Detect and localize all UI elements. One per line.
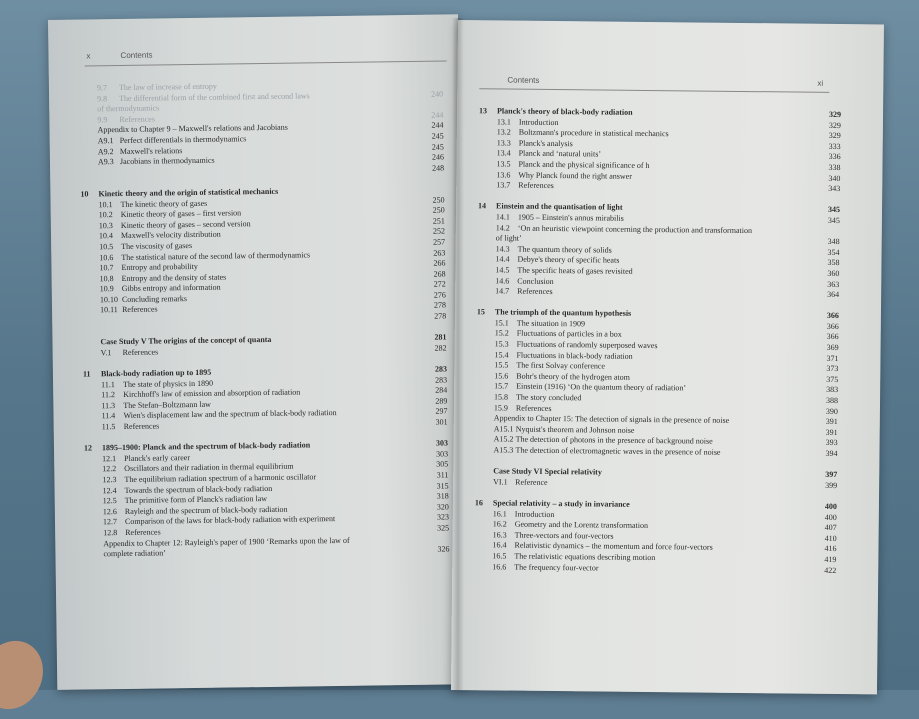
- toc-page-number: 394: [825, 448, 838, 458]
- toc-page-number: 323: [436, 512, 450, 522]
- toc-section-title: Entropy and the density of states: [121, 272, 227, 283]
- toc-section-title: The story concluded: [516, 392, 582, 403]
- toc-section-number: A9.1: [97, 136, 114, 146]
- toc-section-title: Introduction: [518, 117, 559, 127]
- toc-section-title: ‘On an heuristic viewpoint concerning the production and transformation: [517, 223, 753, 235]
- toc-section-title: References: [517, 286, 553, 297]
- toc-page-number: 373: [826, 364, 839, 374]
- toc-section-title: complete radiation’: [103, 548, 166, 559]
- book-gutter: [452, 18, 464, 690]
- toc-section-title: Appendix to Chapter 9 – Maxwell's relations and Jacobians: [97, 123, 288, 135]
- toc-page-number: 388: [825, 395, 839, 406]
- toc-section-title: Planck's early career: [124, 452, 191, 463]
- toc-page-number: 318: [436, 491, 449, 501]
- toc-section-number: 15.3: [494, 339, 509, 349]
- toc-page-number: 364: [827, 289, 840, 300]
- toc-page-number: 371: [826, 353, 839, 363]
- toc-section-number: 10.2: [98, 210, 113, 220]
- toc-page-number: 329: [828, 120, 841, 130]
- toc-section-number: 10: [80, 189, 89, 199]
- toc-page-number: 283: [434, 364, 447, 374]
- toc-section-number: 12: [83, 443, 93, 453]
- toc-section-title: Why Planck found the right answer: [518, 170, 632, 181]
- toc-section-number: 15.2: [494, 328, 509, 339]
- toc-page-number: 363: [827, 279, 840, 289]
- toc-section-title: The frequency four-vector: [514, 562, 599, 573]
- toc-section-number: A9.3: [97, 157, 114, 167]
- right-header-rule: [479, 88, 829, 93]
- toc-page-number: 400: [824, 512, 837, 522]
- toc-page-number: 248: [432, 163, 445, 173]
- toc-section-title: Rayleigh and the spectrum of black-body radiation: [124, 504, 288, 516]
- toc-section-title: References: [122, 347, 159, 357]
- toc-page-number: 257: [433, 237, 446, 247]
- toc-section-number: 15.5: [494, 360, 509, 370]
- toc-section-title: Planck and ‘natural units’: [518, 149, 602, 159]
- toc-page-number: 244: [431, 120, 444, 131]
- toc-page-number: 329: [828, 109, 842, 120]
- toc-section-title: 1895–1900: Planck and the spectrum of black-body radiation: [101, 440, 311, 453]
- toc-page-number: 345: [827, 205, 841, 215]
- toc-page-number: 354: [827, 247, 840, 257]
- toc-section-number: 15.8: [494, 392, 509, 402]
- toc-page-number: 390: [825, 406, 838, 416]
- toc-page-number: 320: [436, 502, 449, 512]
- toc-section-title: References: [515, 403, 552, 413]
- toc-section-number: 11.4: [101, 411, 116, 421]
- toc-section-number: 14.1: [495, 212, 510, 222]
- toc-section-number: 10.8: [99, 273, 114, 283]
- toc-section-number: 12.5: [102, 496, 117, 506]
- toc-section-number: 12.1: [102, 453, 117, 464]
- toc-page-number: 251: [432, 216, 445, 226]
- toc-page-number: 366: [826, 332, 839, 342]
- right-page: [451, 20, 884, 694]
- toc-section-title: Jacobians in thermodynamics: [119, 155, 215, 167]
- toc-section-title: Wien's displacement law and the spectrum of black-body radiation: [123, 408, 337, 421]
- toc-section-number: 15.1: [494, 318, 509, 328]
- toc-page-number: 276: [433, 290, 446, 300]
- toc-section-number: 12.6: [102, 506, 117, 517]
- toc-page-number: 311: [436, 470, 449, 480]
- toc-page-number: 329: [828, 131, 841, 141]
- toc-section-number: V.1: [100, 347, 112, 358]
- toc-section-number: VI.1: [493, 477, 508, 487]
- toc-page-number: 326: [437, 544, 450, 554]
- toc-section-title: The quantum theory of solids: [517, 244, 612, 255]
- toc-page-number: 410: [824, 533, 837, 543]
- toc-section-title: The law of increase of entropy: [118, 81, 217, 93]
- toc-section-number: 11.3: [101, 400, 116, 411]
- toc-section-number: 14.4: [495, 254, 510, 264]
- toc-section-title: of light’: [495, 233, 522, 243]
- toc-section-number: 13.6: [496, 169, 511, 180]
- toc-section-title: Relativistic dynamics – the momentum and force four-vectors: [514, 540, 713, 553]
- toc-section-title: References: [119, 114, 155, 124]
- toc-section-title: Maxwell's relations: [119, 145, 183, 156]
- toc-page-number: 399: [825, 480, 838, 490]
- toc-section-title: Fluctuations of randomly superposed waves: [516, 339, 658, 351]
- toc-section-number: 16.3: [492, 530, 507, 540]
- toc-page-number: 422: [824, 565, 837, 575]
- toc-page-number: 289: [435, 396, 448, 406]
- toc-section-number: 10.3: [98, 220, 113, 231]
- toc-section-title: Einstein (1916) ‘On the quantum theory of radiation’: [516, 382, 687, 393]
- toc-page-number: 348: [827, 237, 840, 247]
- toc-section-title: of thermodynamics: [97, 103, 160, 114]
- toc-section-number: 10.5: [99, 242, 114, 252]
- toc-section-number: A15.1: [493, 424, 514, 434]
- toc-section-number: 13.3: [496, 138, 511, 148]
- toc-page-number: 240: [431, 89, 444, 99]
- toc-section-number: 12.3: [102, 475, 117, 485]
- toc-section-title: The Stefan–Boltzmann law: [123, 399, 211, 410]
- toc-section-title: The detection of photons in the presence of background noise: [515, 435, 713, 447]
- toc-page-number: 266: [433, 258, 446, 268]
- toc-page-number: 333: [828, 141, 841, 151]
- toc-section-number: 10.11: [99, 305, 118, 315]
- toc-section-title: Kinetic theory of gases – first version: [120, 208, 242, 220]
- toc-page-number: 366: [826, 321, 839, 331]
- toc-section-title: Towards the spectrum of black-body radiation: [124, 483, 273, 495]
- toc-section-number: 15: [476, 307, 485, 317]
- toc-section-number: 16.2: [492, 519, 507, 529]
- toc-page-number: 338: [828, 162, 841, 172]
- left-page: [48, 14, 467, 690]
- right-toc: [474, 106, 841, 576]
- toc-section-number: 11: [82, 369, 91, 379]
- toc-section-number: 13.5: [496, 159, 511, 169]
- toc-page-number: 250: [432, 195, 445, 205]
- toc-section-title: Black-body radiation up to 1895: [100, 367, 212, 379]
- left-running-head: Contents: [120, 50, 153, 60]
- toc-section-number: 11.2: [101, 390, 116, 400]
- toc-page-number: 263: [433, 247, 446, 258]
- toc-section-title: Conclusion: [517, 276, 554, 286]
- toc-section-title: Boltzmann's procedure in statistical mechanics: [518, 127, 669, 139]
- toc-section-title: Oscillators and their radiation in thermal equilibrium: [124, 461, 294, 474]
- toc-section-title: Debye's theory of specific heats: [517, 254, 620, 266]
- toc-page-number: 416: [824, 544, 837, 554]
- toc-page-number: 397: [825, 470, 838, 480]
- left-header-rule: [85, 60, 447, 66]
- toc-section-number: 15.4: [494, 350, 509, 360]
- toc-section-title: Fluctuations of particles in a box: [516, 329, 622, 340]
- toc-section-number: 15.7: [494, 381, 509, 391]
- toc-section-title: The specific heats of gases revisited: [517, 265, 633, 276]
- toc-page-number: 360: [827, 268, 840, 278]
- left-page-number: x: [86, 51, 91, 61]
- toc-section-number: 16.6: [492, 561, 507, 572]
- toc-page-number: 250: [432, 205, 445, 215]
- toc-page-number: 278: [433, 300, 447, 311]
- toc-section-title: Einstein and the quantisation of light: [496, 201, 623, 213]
- toc-section-title: Kirchhoff's law of emission and absorption of radiation: [123, 387, 301, 400]
- toc-section-title: Case Study VI Special relativity: [493, 466, 602, 477]
- toc-page-number: 393: [825, 438, 838, 448]
- toc-section-title: Introduction: [514, 509, 555, 519]
- toc-section-number: 13: [479, 106, 488, 116]
- toc-page-number: 252: [432, 226, 446, 236]
- toc-section-number: 16.4: [492, 540, 507, 550]
- toc-page-number: 303: [436, 449, 449, 459]
- toc-page-number: 278: [434, 311, 447, 321]
- toc-section-title: Planck's analysis: [518, 138, 573, 148]
- toc-section-number: 14.3: [495, 244, 510, 254]
- toc-section-number: 16: [474, 498, 483, 508]
- toc-section-title: Nyquist's theorem and Johnson noise: [515, 424, 635, 435]
- toc-section-number: A9.2: [97, 146, 114, 156]
- toc-section-title: Comparison of the laws for black-body radiation with experiment: [124, 514, 336, 527]
- right-page-number: xi: [817, 78, 824, 88]
- toc-page-number: 245: [431, 142, 444, 152]
- toc-page-number: 358: [827, 258, 840, 268]
- toc-page-number: 391: [825, 427, 838, 437]
- toc-section-number: 14.5: [495, 265, 510, 275]
- toc-section-title: Appendix to Chapter 15: The detection of signals in the presence of noise: [493, 413, 730, 426]
- toc-page-number: 303: [435, 438, 449, 448]
- toc-section-title: The viscosity of gases: [121, 240, 193, 251]
- toc-section-number: A15.2: [493, 434, 514, 445]
- toc-section-number: 11.5: [101, 422, 116, 432]
- toc-section-number: 14.2: [495, 222, 510, 233]
- toc-page-number: 246: [431, 152, 445, 162]
- toc-page-number: 383: [826, 385, 839, 395]
- toc-section-title: Planck's theory of black-body radiation: [497, 106, 633, 117]
- toc-page-number: 345: [827, 215, 840, 225]
- toc-page-number: 315: [436, 481, 449, 491]
- toc-section-number: 11.1: [101, 379, 115, 389]
- toc-section-title: Bohr's theory of the hydrogen atom: [516, 371, 630, 382]
- toc-section-number: 9.7: [96, 83, 108, 93]
- toc-section-title: Planck and the physical significance of h: [518, 159, 650, 170]
- toc-section-title: The primitive form of Planck's radiation law: [124, 494, 268, 506]
- toc-page-number: 366: [826, 311, 839, 321]
- toc-section-title: The relativistic equations describing motion: [514, 551, 656, 563]
- toc-section-number: 13.7: [496, 180, 511, 190]
- toc-page-number: 268: [433, 269, 446, 279]
- toc-section-number: 9.8: [97, 93, 108, 103]
- toc-section-number: 10.7: [99, 263, 114, 273]
- toc-section-number: 14: [478, 201, 487, 211]
- toc-section-title: Gibbs entropy and information: [121, 282, 221, 294]
- toc-page-number: 407: [824, 523, 837, 533]
- toc-section-title: The detection of electromagnetic waves in the presence of noise: [515, 445, 721, 457]
- toc-section-number: 13.2: [496, 127, 511, 137]
- toc-page-number: 305: [436, 459, 449, 469]
- toc-section-title: References: [518, 180, 554, 191]
- toc-page-number: 336: [828, 152, 841, 162]
- toc-section-title: 1905 – Einstein's annus mirabilis: [517, 212, 624, 223]
- toc-section-title: Entropy and probability: [121, 262, 198, 273]
- toc-page-number: 283: [434, 375, 448, 385]
- toc-section-title: Kinetic theory and the origin of statistical mechanics: [98, 186, 279, 199]
- toc-page-number: 391: [825, 417, 838, 427]
- toc-section-title: References: [125, 527, 161, 537]
- toc-section-title: Geometry and the Lorentz transformation: [514, 519, 649, 531]
- toc-section-number: 12.8: [103, 528, 118, 538]
- toc-section-number: 9.9: [97, 114, 108, 125]
- toc-section-number: 16.1: [492, 508, 507, 519]
- toc-section-number: 12.4: [102, 485, 117, 495]
- toc-page-number: 297: [435, 406, 448, 417]
- toc-section-number: 10.10: [99, 294, 118, 305]
- toc-section-number: 10.4: [98, 231, 114, 241]
- toc-section-number: 12.7: [102, 517, 118, 527]
- toc-section-title: References: [121, 304, 158, 315]
- toc-section-title: The statistical nature of the second law of thermodynamics: [121, 249, 311, 262]
- toc-page-number: 343: [828, 184, 841, 194]
- toc-section-title: Special relativity – a study in invariance: [492, 498, 630, 509]
- toc-section-title: The situation in 1909: [516, 318, 586, 329]
- toc-page-number: 301: [435, 417, 448, 427]
- toc-page-number: 325: [437, 523, 450, 533]
- left-toc: [79, 78, 456, 560]
- toc-section-title: Case Study V The origins of the concept of quanta: [100, 335, 272, 347]
- toc-section-number: 14.7: [495, 286, 510, 296]
- toc-section-title: Fluctuations in black-body radiation: [516, 350, 633, 361]
- toc-section-title: Concluding remarks: [121, 293, 188, 304]
- toc-section-number: 10.1: [98, 199, 113, 209]
- toc-section-title: Appendix to Chapter 12: Rayleigh's paper of 1900 ‘Remarks upon the law of: [103, 535, 350, 548]
- toc-section-title: Reference: [515, 477, 548, 487]
- toc-section-number: 15.9: [493, 403, 508, 413]
- toc-section-title: The equilibrium radiation spectrum of a harmonic oscillator: [124, 472, 317, 484]
- toc-page-number: 419: [824, 554, 837, 564]
- toc-section-title: The differential form of the combined first and second laws: [119, 90, 310, 103]
- toc-section-title: The triumph of the quantum hypothesis: [494, 307, 632, 319]
- toc-page-number: 284: [435, 385, 448, 395]
- right-running-head: Contents: [507, 75, 540, 85]
- toc-section-number: 15.6: [494, 371, 509, 381]
- toc-section-title: The first Solvay conference: [516, 360, 606, 371]
- toc-section-number: 12.2: [102, 464, 117, 474]
- toc-section-number: 13.1: [496, 117, 511, 127]
- toc-section-number: 13.4: [496, 148, 511, 158]
- toc-section-title: References: [123, 421, 160, 431]
- toc-section-title: The kinetic theory of gases: [120, 198, 208, 209]
- toc-section-title: The state of physics in 1890: [123, 378, 214, 389]
- toc-section-number: 16.5: [492, 551, 507, 561]
- toc-page-number: 375: [826, 374, 839, 384]
- toc-section-number: 14.6: [495, 275, 510, 286]
- toc-section-number: 10.6: [99, 252, 114, 262]
- toc-page-number: 245: [431, 131, 444, 141]
- toc-page-number: 369: [826, 342, 839, 353]
- toc-section-title: Kinetic theory of gases – second version: [120, 218, 251, 230]
- toc-section-number: A15.3: [493, 445, 514, 455]
- toc-section-title: Maxwell's velocity distribution: [120, 229, 221, 241]
- toc-page-number: 244: [431, 110, 444, 120]
- toc-section-title: Three-vectors and four-vectors: [514, 530, 614, 541]
- toc-section-number: 10.9: [99, 284, 114, 294]
- toc-section-title: Perfect differentials in thermodynamics: [119, 134, 247, 145]
- toc-page-number: 281: [434, 332, 447, 342]
- toc-page-number: 340: [828, 173, 841, 183]
- toc-page-number: 400: [824, 501, 837, 511]
- toc-page-number: 272: [433, 279, 446, 289]
- toc-page-number: 282: [434, 343, 447, 353]
